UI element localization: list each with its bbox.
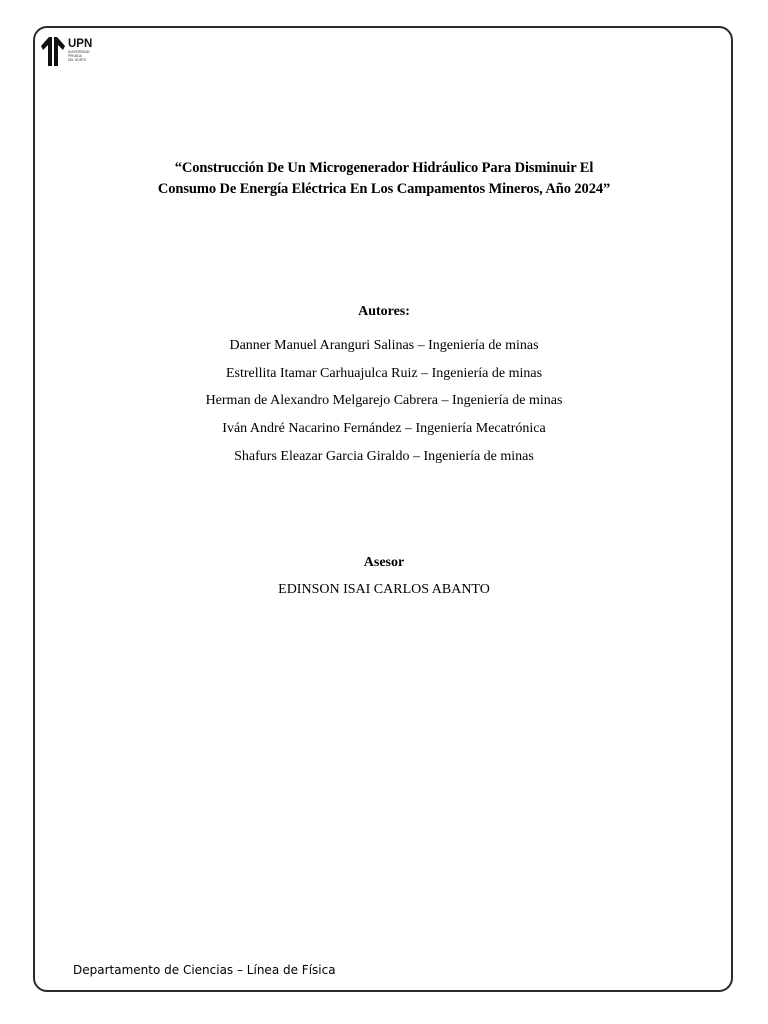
author-item: Shafurs Eleazar Garcia Giraldo – Ingeniería de minas <box>234 448 534 464</box>
page-footer: Departamento de Ciencias – Línea de Física <box>73 963 336 977</box>
author-item: Danner Manuel Aranguri Salinas – Ingeniería de minas <box>229 338 539 353</box>
upn-logo <box>40 34 100 68</box>
advisor-heading: Asesor <box>363 555 405 570</box>
advisor-name: EDINSON ISAI CARLOS ABANTO <box>278 582 490 597</box>
authors-heading: Autores: <box>358 304 410 319</box>
logo-text: UPN <box>68 38 93 50</box>
upn-logo-icon <box>40 34 100 68</box>
title-line: “Construcción De Un Microgenerador Hidráulico Para Disminuir El <box>174 160 594 176</box>
logo-subtitle-line: DEL NORTE <box>68 58 87 62</box>
logo-subtitle-line: UNIVERSIDAD <box>68 50 90 54</box>
authors-list <box>0 332 768 471</box>
author-item: Estrellita Itamar Carhuajulca Ruiz – Ingeniería de minas <box>225 365 543 381</box>
title-line: Consumo De Energía Eléctrica En Los Campamentos Mineros, Año 2024” <box>157 181 611 197</box>
author-item: Herman de Alexandro Melgarejo Cabrera – Ingeniería de minas <box>205 393 563 409</box>
document-title <box>100 158 668 200</box>
author-item: Iván André Nacarino Fernández – Ingeniería Mecatrónica <box>222 421 546 437</box>
logo-subtitle-line: PRIVADA <box>68 54 82 58</box>
